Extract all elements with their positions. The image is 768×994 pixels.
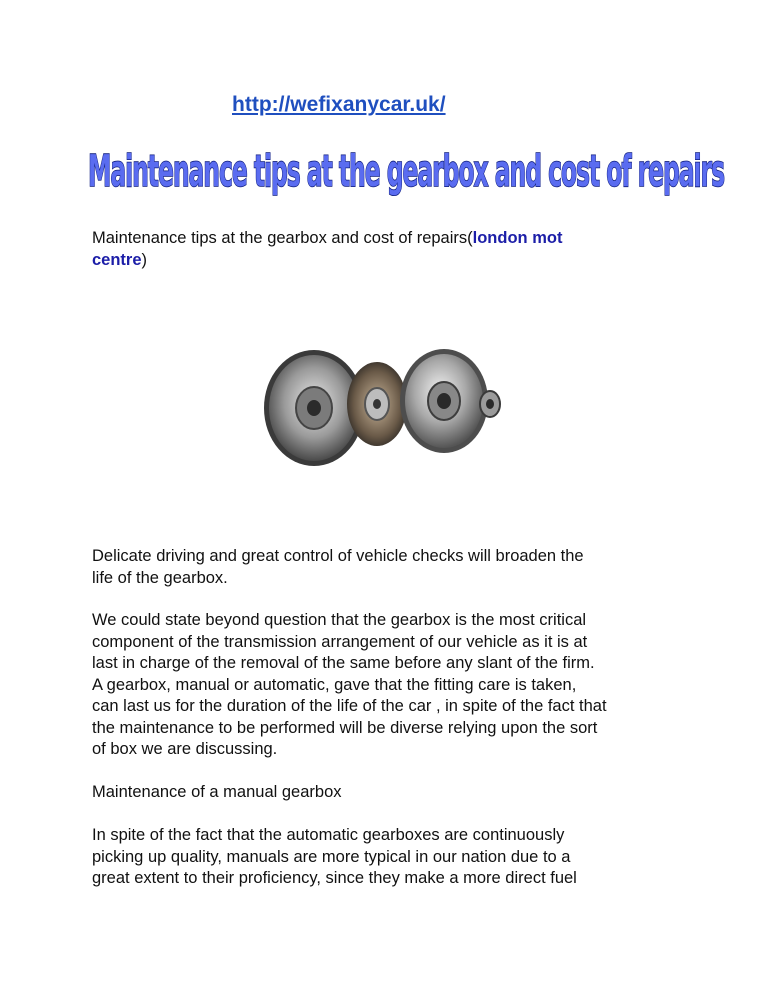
intro-text-close: ) — [141, 250, 148, 269]
paragraph-line: component of the transmission arrangement of our vehicle as it is at — [92, 632, 588, 651]
section-heading-text: Maintenance of a manual gearbox — [92, 783, 342, 801]
paragraph-line: Delicate driving and great control of vehicle checks will broaden the — [92, 547, 584, 565]
paragraph-line: picking up quality, manuals are more typical in our nation due to a — [92, 847, 571, 866]
paragraph-driving — [92, 546, 662, 589]
london-mot-link[interactable]: london mot — [472, 229, 563, 247]
paragraph-line: life of the gearbox. — [92, 568, 228, 587]
paragraph-line: last in charge of the removal of the same before any slant of the firm. — [92, 654, 595, 672]
london-mot-link-cont[interactable]: centre — [92, 250, 142, 269]
wordart-title-banner — [88, 140, 728, 202]
section-heading-manual — [92, 782, 662, 804]
paragraph-line: the maintenance to be performed will be diverse relying upon the sort — [92, 718, 598, 737]
paragraph-line: great extent to their proficiency, since they make a more direct fuel — [92, 869, 577, 887]
paragraph-line: A gearbox, manual or automatic, gave that the fitting care is taken, — [92, 675, 577, 694]
paragraph-gearbox-critical — [92, 610, 662, 761]
paragraph-line: can last us for the duration of the life of the car , in spite of the fact that — [92, 697, 607, 715]
paragraph-line: In spite of the fact that the automatic gearboxes are continuously — [92, 826, 565, 844]
site-url-link[interactable]: http://wefixanycar.uk/ — [232, 93, 446, 116]
intro-paragraph — [92, 228, 662, 271]
paragraph-automatic — [92, 825, 662, 890]
paragraph-line: We could state beyond question that the gearbox is the most critical — [92, 611, 587, 629]
intro-text: Maintenance tips at the gearbox and cost of repairs( — [92, 229, 473, 247]
paragraph-line: of box we are discussing. — [92, 740, 278, 758]
banner-title: Maintenance tips at the gearbox and cost of repairs — [88, 146, 725, 197]
clutch-kit-icon — [262, 346, 502, 471]
